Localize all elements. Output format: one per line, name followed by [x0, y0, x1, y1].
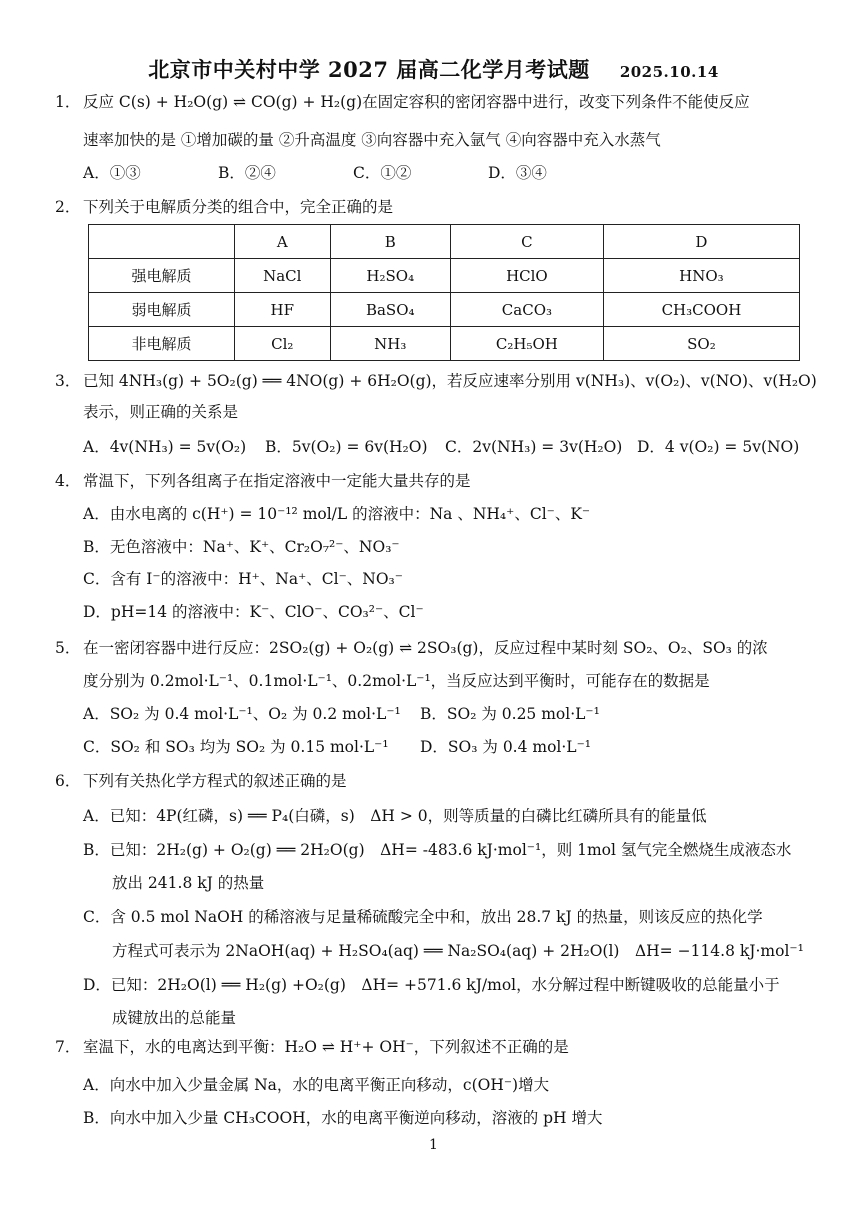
question-number: 7．: [55, 1038, 81, 1056]
table-cell: HClO: [450, 259, 603, 293]
option-A: A．4v(NH₃) = 5v(O₂): [83, 438, 247, 456]
page-number: 1: [429, 1137, 438, 1153]
option-C: C．含有 I⁻的溶液中：H⁺、Na⁺、Cl⁻、NO₃⁻: [83, 570, 403, 588]
option-D: D．SO₃ 为 0.4 mol·L⁻¹: [420, 738, 591, 756]
table-cell: 弱电解质: [89, 293, 235, 327]
table-row: [89, 327, 800, 361]
option-C: C．2v(NH₃) = 3v(H₂O): [445, 438, 623, 456]
question-text-cont: 表示，则正确的关系是: [83, 403, 239, 421]
table-header-row: [89, 225, 800, 259]
question-number: 3．: [55, 372, 81, 390]
question-3: [55, 371, 815, 391]
option-C: C．含 0.5 mol NaOH 的稀溶液与足量稀硫酸完全中和，放出 28.7 kJ 的热量，则该反应的热化学: [83, 908, 763, 926]
exam-date: 2025.10.14: [619, 63, 719, 81]
question-4: [55, 471, 815, 491]
option-B: B．②④: [218, 164, 276, 182]
question-number: 4．: [55, 472, 81, 490]
question-1: [55, 92, 815, 112]
option-B: B．SO₂ 为 0.25 mol·L⁻¹: [420, 705, 600, 723]
option-A: A．向水中加入少量金属 Na，水的电离平衡正向移动，c(OH⁻)增大: [83, 1076, 550, 1094]
option-B: B．已知：2H₂(g) + O₂(g) ══ 2H₂O(g) ΔH= -483.6 kJ·mol⁻¹，则 1mol 氢气完全燃烧生成液态水: [83, 841, 792, 859]
electrolyte-table: [88, 224, 800, 361]
table-cell: C₂H₅OH: [450, 327, 603, 361]
table-cell: H₂SO₄: [330, 259, 450, 293]
table-cell: CaCO₃: [450, 293, 603, 327]
question-text: 已知 4NH₃(g) + 5O₂(g) ══ 4NO(g) + 6H₂O(g)，若反应速率分别用 v(NH₃)、v(O₂)、v(NO)、v(H₂O): [83, 372, 817, 390]
table-cell: C: [450, 225, 603, 259]
question-text-cont: 度分别为 0.2mol·L⁻¹、0.1mol·L⁻¹、0.2mol·L⁻¹，当反应达到平衡时，可能存在的数据是: [83, 672, 710, 690]
table-cell: D: [603, 225, 799, 259]
question-text: 常温下，下列各组离子在指定溶液中一定能大量共存的是: [83, 472, 471, 490]
option-B: B．5v(O₂) = 6v(H₂O): [265, 438, 428, 456]
question-number: 1．: [55, 93, 81, 111]
option-A: A．由水电离的 c(H⁺) = 10⁻¹² mol/L 的溶液中：Na 、NH₄⁺、Cl⁻、K⁻: [83, 505, 591, 523]
option-D: D．③④: [488, 164, 547, 182]
question-5: [55, 638, 815, 658]
table-row: [89, 259, 800, 293]
question-text: 室温下，水的电离达到平衡：H₂O ⇌ H⁺+ OH⁻，下列叙述不正确的是: [83, 1038, 569, 1056]
table-cell: HNO₃: [603, 259, 799, 293]
option-B: B．无色溶液中：Na⁺、K⁺、Cr₂O₇²⁻、NO₃⁻: [83, 538, 400, 556]
table-cell: A: [235, 225, 331, 259]
question-7: [55, 1037, 815, 1057]
question-2: [55, 197, 815, 217]
option-A: A．SO₂ 为 0.4 mol·L⁻¹、O₂ 为 0.2 mol·L⁻¹: [83, 705, 401, 723]
option-D-cont: 成键放出的总能量: [112, 1009, 237, 1027]
question-text-cont: 速率加快的是 ①增加碳的量 ②升高温度 ③向容器中充入氩气 ④向容器中充入水蒸气: [83, 131, 661, 149]
table-cell: 强电解质: [89, 259, 235, 293]
table-cell: BaSO₄: [330, 293, 450, 327]
option-A: A．已知：4P(红磷，s) ══ P₄(白磷，s) ΔH > 0，则等质量的白磷比红磷所具有的能量低: [83, 807, 707, 825]
exam-title: [0, 54, 867, 84]
question-number: 6．: [55, 772, 81, 790]
question-number: 2．: [55, 198, 81, 216]
table-cell: 非电解质: [89, 327, 235, 361]
table-cell: SO₂: [603, 327, 799, 361]
option-C: C．SO₂ 和 SO₃ 均为 SO₂ 为 0.15 mol·L⁻¹: [83, 738, 389, 756]
exam-title-text: 北京市中关村中学 2027 届高二化学月考试题: [148, 57, 590, 82]
question-text: 在一密闭容器中进行反应：2SO₂(g) + O₂(g) ⇌ 2SO₃(g)，反应过程中某时刻 SO₂、O₂、SO₃ 的浓: [83, 639, 768, 657]
table-cell: [89, 225, 235, 259]
table-row: [89, 293, 800, 327]
table-cell: CH₃COOH: [603, 293, 799, 327]
table-cell: B: [330, 225, 450, 259]
option-C: C．①②: [353, 164, 412, 182]
option-A: A．①③: [83, 164, 141, 182]
option-D: D．pH=14 的溶液中：K⁻、ClO⁻、CO₃²⁻、Cl⁻: [83, 603, 424, 621]
option-D: D．4 v(O₂) = 5v(NO): [637, 438, 800, 456]
question-6: [55, 771, 815, 791]
question-text: 下列关于电解质分类的组合中，完全正确的是: [83, 198, 394, 216]
question-number: 5．: [55, 639, 81, 657]
table-cell: Cl₂: [235, 327, 331, 361]
option-D: D．已知：2H₂O(l) ══ H₂(g) +O₂(g) ΔH= +571.6 kJ/mol，水分解过程中断键吸收的总能量小于: [83, 976, 780, 994]
option-B: B．向水中加入少量 CH₃COOH，水的电离平衡逆向移动，溶液的 pH 增大: [83, 1109, 603, 1127]
table-cell: NH₃: [330, 327, 450, 361]
table-cell: NaCl: [235, 259, 331, 293]
table-cell: HF: [235, 293, 331, 327]
option-C-cont: 方程式可表示为 2NaOH(aq) + H₂SO₄(aq) ══ Na₂SO₄(aq) + 2H₂O(l) ΔH= −114.8 kJ·mol⁻¹: [112, 942, 804, 960]
option-B-cont: 放出 241.8 kJ 的热量: [112, 874, 265, 892]
question-text: 下列有关热化学方程式的叙述正确的是: [83, 772, 347, 790]
question-text: 反应 C(s) + H₂O(g) ⇌ CO(g) + H₂(g)在固定容积的密闭容器中进行，改变下列条件不能使反应: [83, 93, 750, 111]
